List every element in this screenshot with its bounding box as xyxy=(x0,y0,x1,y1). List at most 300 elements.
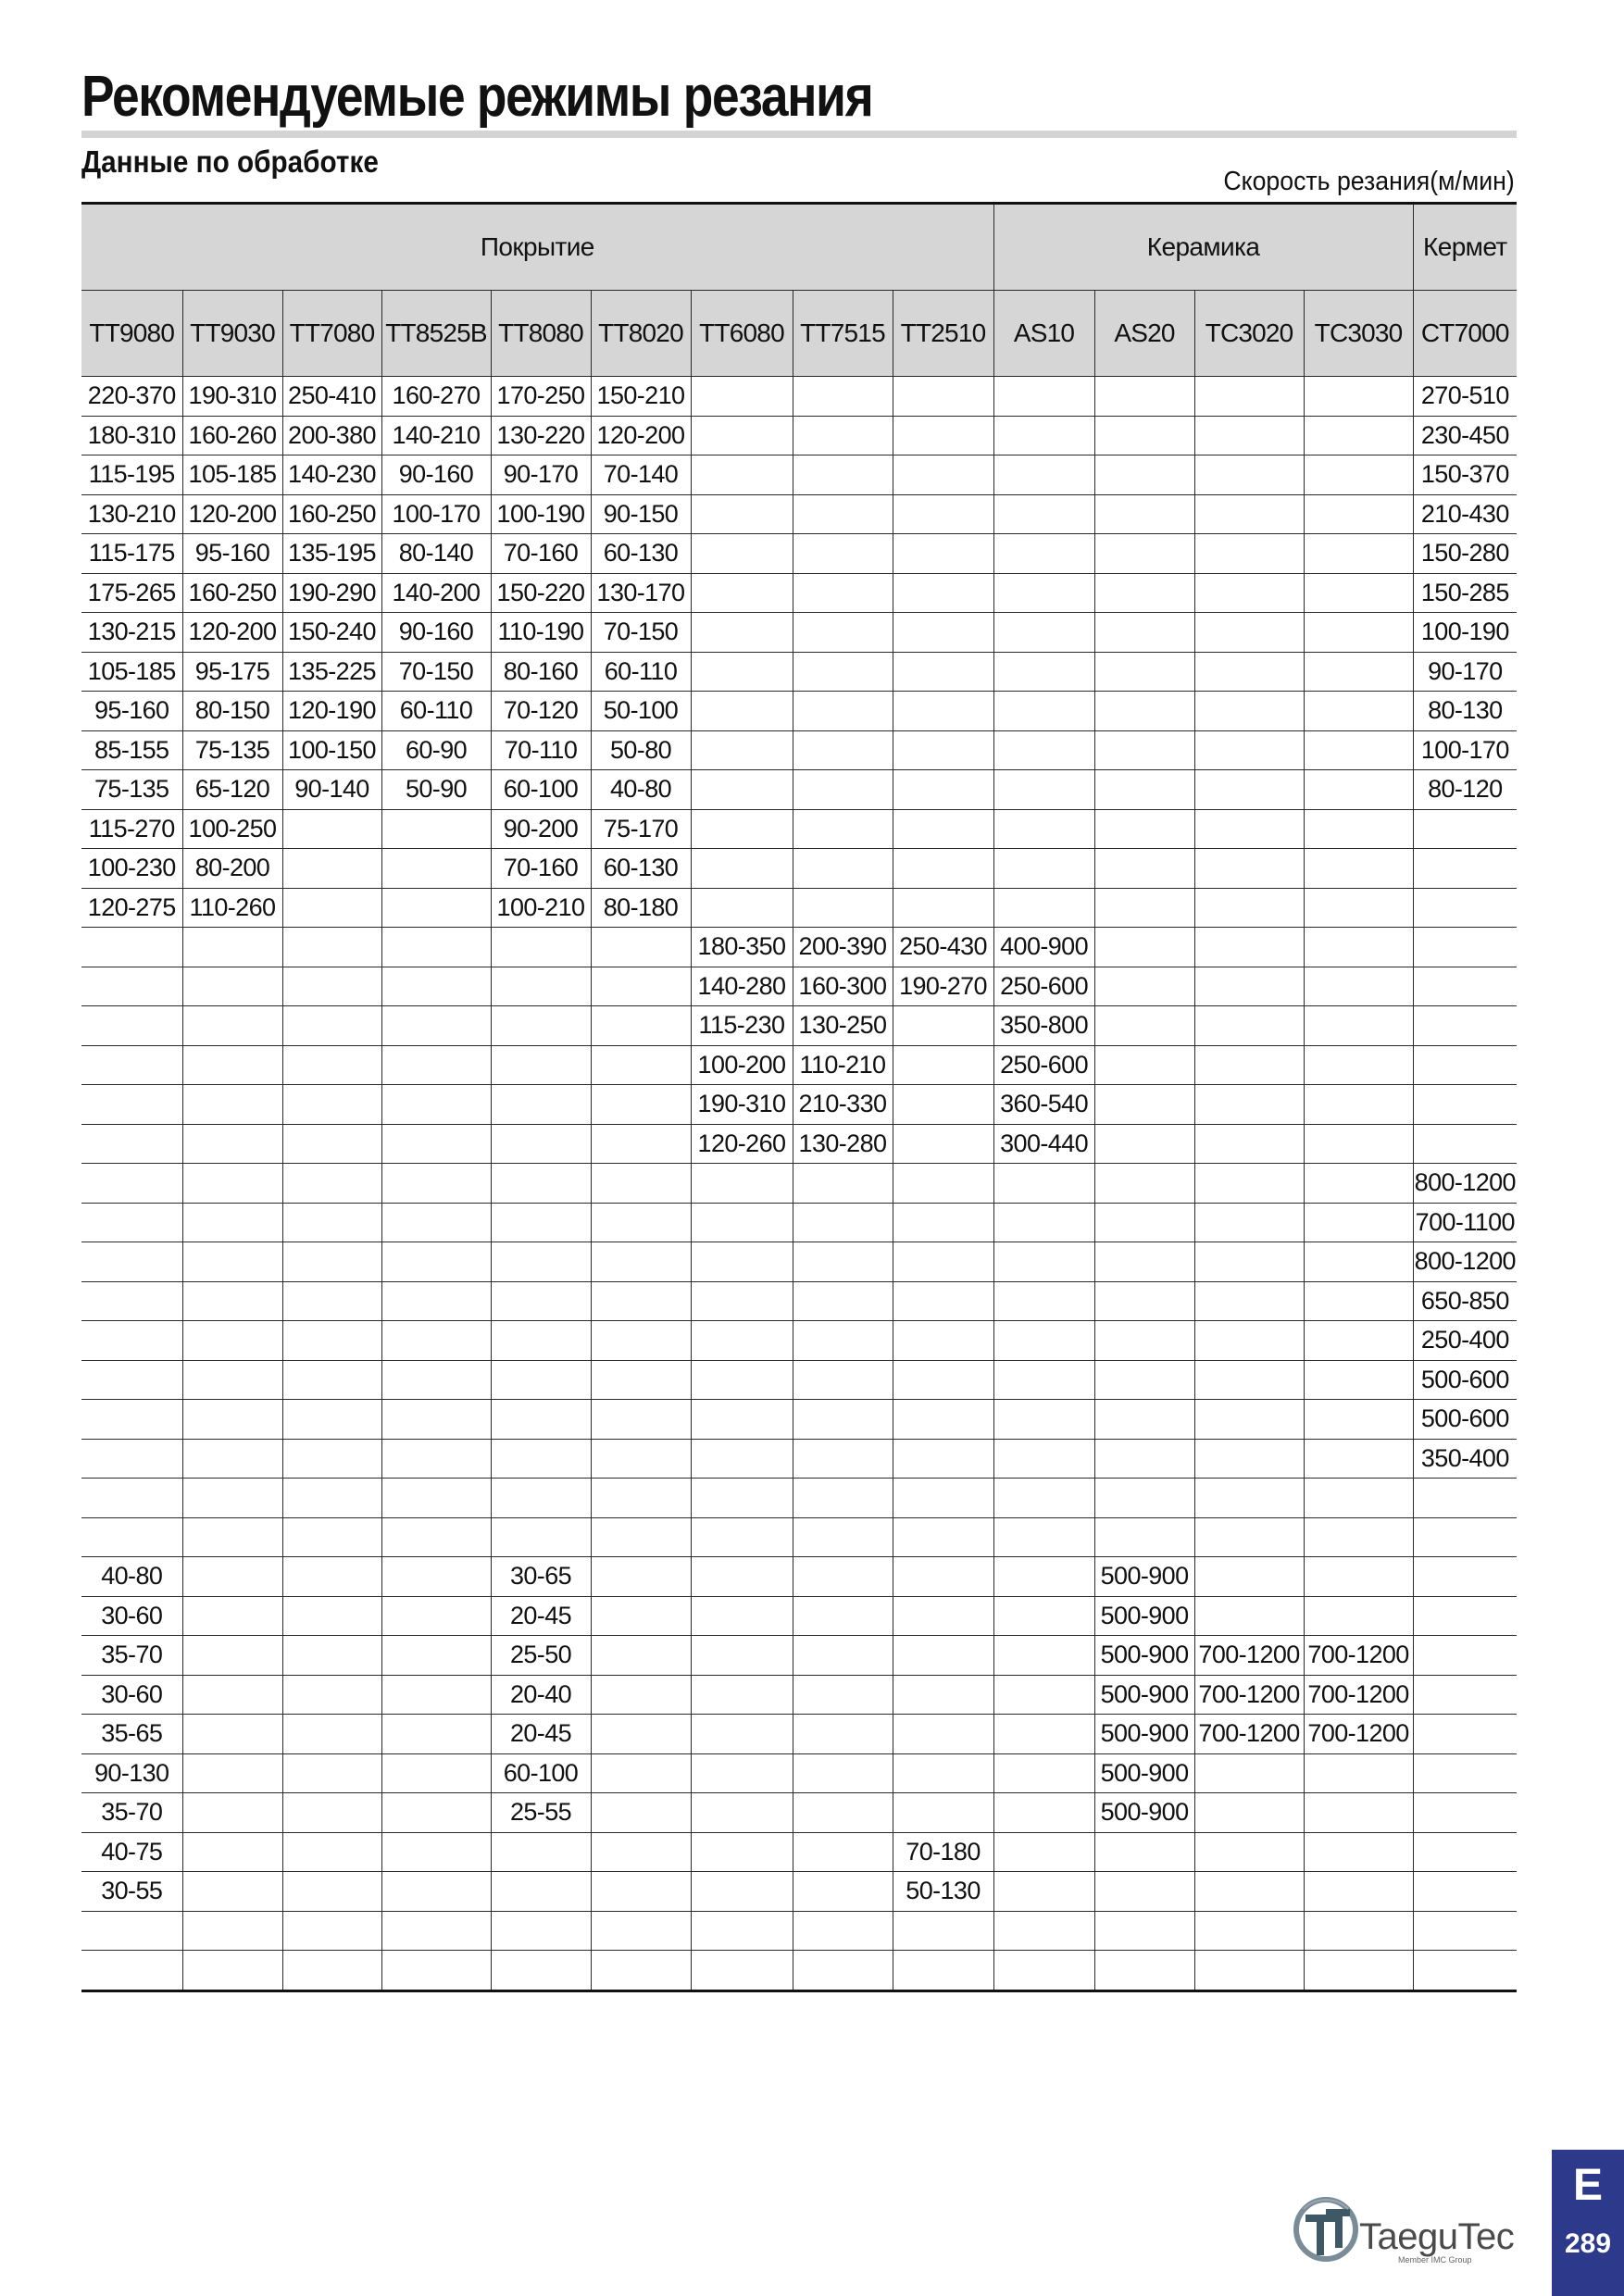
table-cell: 800-1200 xyxy=(1413,1242,1517,1282)
table-cell: 75-170 xyxy=(591,809,691,849)
table-cell xyxy=(1194,1006,1304,1046)
table-cell xyxy=(691,573,793,613)
grade-header-cell: TT9080 xyxy=(81,291,182,377)
table-cell: 150-210 xyxy=(591,377,691,417)
table-cell xyxy=(381,1832,491,1872)
table-cell xyxy=(1413,809,1517,849)
table-cell xyxy=(381,1281,491,1321)
table-cell xyxy=(591,967,691,1006)
table-cell xyxy=(182,1715,282,1754)
table-cell xyxy=(182,1675,282,1715)
table-cell xyxy=(893,1715,993,1754)
table-row xyxy=(81,730,1517,770)
table-cell xyxy=(1194,494,1304,534)
table-cell xyxy=(1194,1242,1304,1282)
table-cell xyxy=(1194,1872,1304,1912)
table-cell xyxy=(182,1242,282,1282)
table-cell xyxy=(182,1124,282,1164)
table-cell xyxy=(1194,1911,1304,1951)
table-cell xyxy=(81,1281,182,1321)
table-cell xyxy=(691,613,793,653)
table-cell xyxy=(691,730,793,770)
table-cell: 50-100 xyxy=(591,692,691,731)
table-row xyxy=(81,1321,1517,1361)
table-cell xyxy=(893,1203,993,1242)
table-cell: 140-280 xyxy=(691,967,793,1006)
table-cell xyxy=(691,1281,793,1321)
table-row xyxy=(81,928,1517,967)
table-cell xyxy=(381,1400,491,1440)
cutting-speed-table xyxy=(81,202,1517,1992)
table-cell: 120-200 xyxy=(182,494,282,534)
grade-header-cell: TT6080 xyxy=(691,291,793,377)
table-cell xyxy=(993,1951,1094,1991)
table-cell: 350-800 xyxy=(993,1006,1094,1046)
table-cell xyxy=(182,1164,282,1204)
table-cell xyxy=(691,1951,793,1991)
table-cell xyxy=(691,809,793,849)
table-cell xyxy=(691,1400,793,1440)
table-cell xyxy=(993,1596,1094,1636)
table-cell xyxy=(691,494,793,534)
table-cell xyxy=(691,377,793,417)
table-cell xyxy=(491,1439,591,1479)
table-cell xyxy=(1094,1951,1194,1991)
table-cell xyxy=(1413,1557,1517,1597)
table-cell xyxy=(1194,534,1304,574)
table-cell xyxy=(1304,573,1413,613)
table-cell xyxy=(591,1675,691,1715)
page-number: 289 xyxy=(1564,2228,1612,2259)
table-cell xyxy=(1094,1321,1194,1361)
table-cell xyxy=(81,1203,182,1242)
table-cell xyxy=(1194,809,1304,849)
table-cell: 20-45 xyxy=(491,1715,591,1754)
table-cell xyxy=(1094,692,1194,731)
table-cell: 100-170 xyxy=(1413,730,1517,770)
table-row xyxy=(81,1517,1517,1557)
table-cell: 210-430 xyxy=(1413,494,1517,534)
table-cell xyxy=(691,1321,793,1361)
table-cell xyxy=(591,1557,691,1597)
table-cell xyxy=(491,1517,591,1557)
table-cell xyxy=(691,849,793,889)
table-cell xyxy=(1194,1517,1304,1557)
table-cell: 140-200 xyxy=(381,573,491,613)
table-cell xyxy=(1304,1911,1413,1951)
table-cell xyxy=(893,1596,993,1636)
table-cell xyxy=(1194,613,1304,653)
table-row xyxy=(81,692,1517,731)
table-cell xyxy=(893,652,993,692)
table-cell xyxy=(1094,494,1194,534)
table-cell: 70-120 xyxy=(491,692,591,731)
table-row xyxy=(81,967,1517,1006)
table-cell xyxy=(893,1636,993,1676)
table-cell: 300-440 xyxy=(993,1124,1094,1164)
table-row xyxy=(81,1164,1517,1204)
table-cell xyxy=(591,1596,691,1636)
table-cell xyxy=(591,1045,691,1085)
table-cell xyxy=(182,1636,282,1676)
table-cell xyxy=(591,1164,691,1204)
table-cell xyxy=(691,1439,793,1479)
table-cell: 250-600 xyxy=(993,967,1094,1006)
logo-wordmark: TaeguTec xyxy=(1359,2216,1515,2257)
table-cell: 70-110 xyxy=(491,730,591,770)
table-cell: 350-400 xyxy=(1413,1439,1517,1479)
table-cell xyxy=(1194,1793,1304,1833)
table-cell xyxy=(793,1439,893,1479)
table-cell xyxy=(1413,1911,1517,1951)
table-cell xyxy=(591,1006,691,1046)
table-cell: 250-410 xyxy=(282,377,381,417)
table-cell xyxy=(1094,1242,1194,1282)
table-cell: 170-250 xyxy=(491,377,591,417)
table-cell xyxy=(993,1753,1094,1793)
table-cell: 175-265 xyxy=(81,573,182,613)
table-cell xyxy=(691,1557,793,1597)
table-cell xyxy=(491,928,591,967)
table-cell xyxy=(1304,652,1413,692)
table-cell xyxy=(182,1951,282,1991)
table-cell xyxy=(1304,534,1413,574)
table-cell: 140-230 xyxy=(282,455,381,495)
table-cell xyxy=(893,1006,993,1046)
table-cell: 60-110 xyxy=(381,692,491,731)
table-cell xyxy=(1194,770,1304,810)
table-cell xyxy=(491,1242,591,1282)
table-cell: 80-160 xyxy=(491,652,591,692)
table-cell xyxy=(182,1479,282,1518)
table-cell: 500-900 xyxy=(1094,1557,1194,1597)
page-title: Рекомендуемые режимы резания xyxy=(81,65,873,129)
table-cell: 500-900 xyxy=(1094,1675,1194,1715)
table-cell: 115-195 xyxy=(81,455,182,495)
table-cell xyxy=(1094,1439,1194,1479)
table-cell xyxy=(1194,455,1304,495)
table-cell xyxy=(1094,573,1194,613)
table-cell xyxy=(1413,849,1517,889)
table-row xyxy=(81,494,1517,534)
table-cell xyxy=(893,534,993,574)
table-row xyxy=(81,1281,1517,1321)
table-cell xyxy=(182,1085,282,1125)
table-cell xyxy=(1304,1832,1413,1872)
table-cell xyxy=(182,1793,282,1833)
table-cell xyxy=(381,849,491,889)
table-cell xyxy=(182,1045,282,1085)
table-cell xyxy=(893,692,993,731)
table-cell xyxy=(1094,928,1194,967)
grade-header-cell: AS20 xyxy=(1094,291,1194,377)
table-cell xyxy=(1304,1793,1413,1833)
table-cell xyxy=(893,1439,993,1479)
title-underline xyxy=(81,131,1517,138)
table-cell: 65-120 xyxy=(182,770,282,810)
table-cell xyxy=(993,652,1094,692)
table-cell xyxy=(1413,1124,1517,1164)
table-cell: 30-55 xyxy=(81,1872,182,1912)
table-cell xyxy=(381,1951,491,1991)
table-cell: 70-180 xyxy=(893,1832,993,1872)
table-row xyxy=(81,1124,1517,1164)
table-cell xyxy=(793,494,893,534)
table-cell xyxy=(491,1281,591,1321)
table-cell xyxy=(1194,377,1304,417)
table-cell: 100-190 xyxy=(1413,613,1517,653)
table-cell xyxy=(1194,1360,1304,1400)
table-cell: 190-310 xyxy=(691,1085,793,1125)
table-cell xyxy=(1413,1636,1517,1676)
table-cell xyxy=(691,1675,793,1715)
table-cell xyxy=(182,1321,282,1361)
table-cell xyxy=(793,1753,893,1793)
grade-header-cell: TT7515 xyxy=(793,291,893,377)
table-row xyxy=(81,416,1517,455)
table-cell: 360-540 xyxy=(993,1085,1094,1125)
table-cell: 150-220 xyxy=(491,573,591,613)
table-cell: 150-280 xyxy=(1413,534,1517,574)
table-cell xyxy=(893,1400,993,1440)
table-cell xyxy=(1094,849,1194,889)
table-cell xyxy=(1194,1753,1304,1793)
table-cell xyxy=(793,1951,893,1991)
table-cell xyxy=(1194,967,1304,1006)
table-cell xyxy=(282,888,381,928)
table-cell: 60-100 xyxy=(491,770,591,810)
table-cell: 120-190 xyxy=(282,692,381,731)
table-row xyxy=(81,1479,1517,1518)
table-cell xyxy=(182,1872,282,1912)
table-cell: 100-190 xyxy=(491,494,591,534)
table-cell xyxy=(1304,1281,1413,1321)
table-cell xyxy=(491,1321,591,1361)
unit-note: Скорость резания(м/мин) xyxy=(1223,167,1515,196)
table-cell: 80-180 xyxy=(591,888,691,928)
table-cell: 80-140 xyxy=(381,534,491,574)
table-cell xyxy=(491,1045,591,1085)
table-cell xyxy=(993,1517,1094,1557)
table-cell xyxy=(993,573,1094,613)
table-cell xyxy=(1304,809,1413,849)
table-row xyxy=(81,1439,1517,1479)
table-cell: 650-850 xyxy=(1413,1281,1517,1321)
table-cell xyxy=(1304,692,1413,731)
table-row xyxy=(81,1242,1517,1282)
table-cell xyxy=(381,1439,491,1479)
table-cell xyxy=(793,1557,893,1597)
table-cell xyxy=(793,1242,893,1282)
table-cell xyxy=(1094,613,1194,653)
table-cell xyxy=(993,888,1094,928)
table-cell xyxy=(993,1479,1094,1518)
table-cell xyxy=(691,652,793,692)
table-cell: 700-1100 xyxy=(1413,1203,1517,1242)
table-cell xyxy=(1413,928,1517,967)
table-cell xyxy=(81,1045,182,1085)
table-cell xyxy=(1304,1203,1413,1242)
table-cell: 120-200 xyxy=(182,613,282,653)
table-cell xyxy=(491,967,591,1006)
table-cell xyxy=(993,809,1094,849)
grade-header-row xyxy=(81,291,1517,377)
table-row xyxy=(81,1872,1517,1912)
table-cell xyxy=(691,1832,793,1872)
table-cell xyxy=(1094,1517,1194,1557)
table-cell xyxy=(381,1911,491,1951)
table-cell xyxy=(1094,1281,1194,1321)
table-cell xyxy=(893,494,993,534)
table-cell xyxy=(893,1675,993,1715)
table-cell xyxy=(381,1164,491,1204)
table-cell xyxy=(691,455,793,495)
table-cell xyxy=(993,1557,1094,1597)
table-cell: 160-300 xyxy=(793,967,893,1006)
table-cell: 50-130 xyxy=(893,1872,993,1912)
table-cell xyxy=(893,1753,993,1793)
table-cell xyxy=(793,1911,893,1951)
table-cell xyxy=(893,573,993,613)
table-cell xyxy=(793,770,893,810)
table-cell xyxy=(1094,1832,1194,1872)
grade-header-cell: AS10 xyxy=(993,291,1094,377)
table-cell: 200-390 xyxy=(793,928,893,967)
table-cell xyxy=(591,1872,691,1912)
group-header-cell: Кермет xyxy=(1413,204,1517,291)
table-cell xyxy=(993,1872,1094,1912)
table-cell xyxy=(793,1636,893,1676)
table-cell xyxy=(381,1479,491,1518)
table-cell xyxy=(381,1045,491,1085)
table-cell xyxy=(1094,809,1194,849)
table-cell xyxy=(993,1360,1094,1400)
table-cell xyxy=(282,967,381,1006)
table-cell xyxy=(591,1242,691,1282)
table-cell: 60-100 xyxy=(491,1753,591,1793)
table-cell xyxy=(1413,1517,1517,1557)
table-cell xyxy=(381,967,491,1006)
table-cell xyxy=(1194,416,1304,455)
table-cell xyxy=(1304,1164,1413,1204)
table-cell: 190-290 xyxy=(282,573,381,613)
table-cell xyxy=(893,1951,993,1991)
table-cell: 40-80 xyxy=(81,1557,182,1597)
table-cell: 115-230 xyxy=(691,1006,793,1046)
table-cell xyxy=(381,888,491,928)
table-cell: 105-185 xyxy=(81,652,182,692)
table-cell xyxy=(282,1439,381,1479)
group-header-cell: Покрытие xyxy=(81,204,993,291)
table-row xyxy=(81,1045,1517,1085)
table-cell: 220-370 xyxy=(81,377,182,417)
table-cell xyxy=(1194,1557,1304,1597)
table-cell xyxy=(1194,888,1304,928)
table-cell xyxy=(381,928,491,967)
table-cell xyxy=(893,1360,993,1400)
grade-header-cell: TC3020 xyxy=(1194,291,1304,377)
table-cell: 500-600 xyxy=(1413,1400,1517,1440)
table-cell xyxy=(893,888,993,928)
table-cell xyxy=(282,1832,381,1872)
table-cell xyxy=(1304,730,1413,770)
table-cell xyxy=(381,1124,491,1164)
table-cell xyxy=(1413,1951,1517,1991)
table-cell: 20-45 xyxy=(491,1596,591,1636)
table-cell xyxy=(591,1203,691,1242)
table-row xyxy=(81,1911,1517,1951)
table-cell xyxy=(1413,1872,1517,1912)
table-cell xyxy=(1194,928,1304,967)
table-cell xyxy=(591,1951,691,1991)
table-cell xyxy=(591,1832,691,1872)
section-subtitle: Данные по обработке xyxy=(81,144,379,179)
table-cell xyxy=(893,377,993,417)
table-cell xyxy=(282,1872,381,1912)
table-cell xyxy=(182,1281,282,1321)
table-row xyxy=(81,1753,1517,1793)
table-cell xyxy=(491,1203,591,1242)
table-cell xyxy=(1094,534,1194,574)
table-cell: 500-600 xyxy=(1413,1360,1517,1400)
table-row xyxy=(81,1793,1517,1833)
table-cell: 160-250 xyxy=(182,573,282,613)
table-cell xyxy=(282,1242,381,1282)
table-cell xyxy=(591,1321,691,1361)
table-cell xyxy=(491,1832,591,1872)
table-row xyxy=(81,1951,1517,1991)
table-cell: 30-65 xyxy=(491,1557,591,1597)
table-cell xyxy=(1304,1085,1413,1125)
table-row xyxy=(81,1400,1517,1440)
table-cell xyxy=(282,849,381,889)
table-body xyxy=(81,377,1517,1991)
table-cell: 150-285 xyxy=(1413,573,1517,613)
table-cell xyxy=(591,1636,691,1676)
table-cell xyxy=(1194,1439,1304,1479)
table-cell xyxy=(491,1479,591,1518)
table-cell xyxy=(591,1793,691,1833)
table-cell xyxy=(591,1911,691,1951)
section-letter: E xyxy=(1572,2161,1603,2210)
table-cell xyxy=(793,1793,893,1833)
table-cell xyxy=(1413,1479,1517,1518)
table-cell xyxy=(1194,1596,1304,1636)
table-cell xyxy=(993,1793,1094,1833)
table-cell xyxy=(282,1596,381,1636)
table-cell xyxy=(381,1085,491,1125)
table-cell xyxy=(993,455,1094,495)
table-cell xyxy=(282,1164,381,1204)
table-cell xyxy=(993,730,1094,770)
table-cell: 60-130 xyxy=(591,534,691,574)
table-cell xyxy=(993,1164,1094,1204)
table-cell: 190-310 xyxy=(182,377,282,417)
table-cell xyxy=(1304,1360,1413,1400)
table-cell: 800-1200 xyxy=(1413,1164,1517,1204)
table-cell xyxy=(993,1400,1094,1440)
table-row xyxy=(81,573,1517,613)
table-cell xyxy=(282,1715,381,1754)
table-cell xyxy=(282,928,381,967)
logo-member-note: Member IMC Group xyxy=(1398,2255,1472,2265)
table-cell: 180-350 xyxy=(691,928,793,967)
table-cell xyxy=(1304,1596,1413,1636)
table-cell: 85-155 xyxy=(81,730,182,770)
table-cell xyxy=(1413,1006,1517,1046)
table-cell: 130-250 xyxy=(793,1006,893,1046)
table-cell xyxy=(993,1832,1094,1872)
